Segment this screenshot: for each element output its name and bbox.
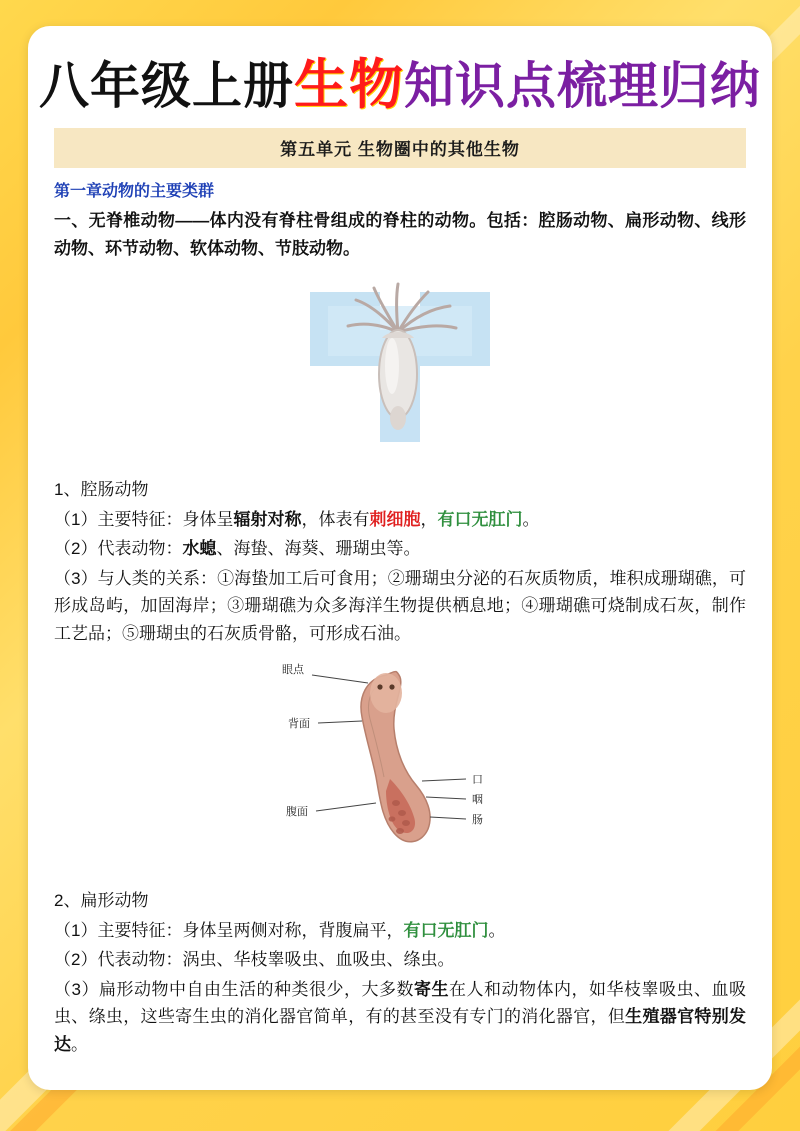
platyhelminthes-parasitism	[54, 976, 746, 1059]
title-part-grade: 八年级上册	[39, 58, 294, 114]
coelenterata-feature-no-anus: 有口无肛门	[437, 509, 523, 529]
planarian-label-mouth: 口	[472, 774, 483, 787]
coelenterata-examples-line	[54, 535, 746, 563]
coelenterata-feature-cnidocyte: 刺细胞	[369, 509, 421, 529]
platyhelminthes-heading: 2、扁形动物	[54, 891, 149, 911]
planarian-label-pharynx: 咽	[472, 794, 483, 807]
coelenterata-heading: 1、腔肠动物	[54, 480, 149, 500]
coelenterata-feature-line	[54, 506, 746, 534]
unit-banner: 第五单元 生物圈中的其他生物	[54, 128, 746, 168]
title-part-subject: 生物	[294, 55, 404, 115]
planarian-label-eyespot: 眼点	[282, 664, 304, 677]
hydra-illustration	[270, 270, 530, 466]
page-title	[39, 55, 761, 115]
coelenterata-feature-radial: 辐射对称	[233, 509, 302, 529]
platyhelminthes-feature-prefix: （1）主要特征：身体呈两侧对称，背腹扁平，	[54, 920, 404, 940]
coelenterata-human-relation: （3）与人类的关系：①海蛰加工后可食用；②珊瑚虫分泌的石灰质物质，堆积成珊瑚礁，可形成岛屿，加固海岸；③珊瑚礁为众多海洋生物提供栖息地；④珊瑚礁可烧制成石灰，制作工艺品；⑤珊瑚虫的石灰质骨骼，可形成石油。	[54, 568, 746, 643]
coelenterata-example-hydra: 水螅	[182, 539, 217, 559]
planarian-illustration	[190, 653, 610, 879]
platyhelminthes-parasitism-prefix: （3）扁形动物中自由生活的种类很少，大多数	[54, 979, 414, 999]
planarian-label-intestine: 肠	[472, 814, 483, 827]
platyhelminthes-parasitism-bold-repro: 生殖器官特别发达	[54, 1007, 747, 1054]
platyhelminthes-feature-line	[54, 917, 746, 945]
planarian-label-dorsal: 背面	[288, 718, 310, 731]
coelenterata-examples-suffix: 、海蛰、海葵、珊瑚虫等。	[216, 539, 421, 559]
document-sheet	[28, 26, 772, 1090]
coelenterata-feature-prefix: （1）主要特征：身体呈	[54, 509, 234, 529]
planarian-figure	[54, 653, 746, 879]
planarian-label-ventral: 腹面	[286, 806, 308, 819]
platyhelminthes-parasitism-mid: 在人和动物体内，如华枝睾吸虫、血吸虫、绦虫，这些寄生虫的消化器官简单，有的甚至没有专门的消化器官，但	[54, 979, 747, 1027]
hydra-figure	[54, 270, 746, 466]
coelenterata-feature-mid: ，体表有	[301, 509, 370, 529]
coelenterata-examples-prefix: （2）代表动物：	[54, 539, 183, 559]
title-part-suffix: 知识点梳理归纳	[404, 58, 761, 114]
platyhelminthes-parasitism-suffix: 。	[71, 1034, 88, 1054]
coelenterata-feature-suffix: 。	[522, 509, 540, 529]
platyhelminthes-examples: （2）代表动物：涡虫、华枝睾吸虫、血吸虫、绦虫。	[54, 950, 455, 970]
platyhelminthes-feature-suffix: 。	[488, 920, 506, 940]
platyhelminthes-parasitism-bold-parasite: 寄生	[413, 979, 449, 999]
invertebrates-heading: 一、无脊椎动物——体内没有脊柱骨组成的脊柱的动物。包括：腔肠动物、扁形动物、线形动物、环节动物、软体动物、节肢动物。	[54, 211, 746, 258]
platyhelminthes-feature-no-anus: 有口无肛门	[403, 920, 489, 940]
chapter-heading: 第一章动物的主要类群	[54, 183, 215, 200]
coelenterata-feature-mid2: ，	[420, 509, 438, 529]
